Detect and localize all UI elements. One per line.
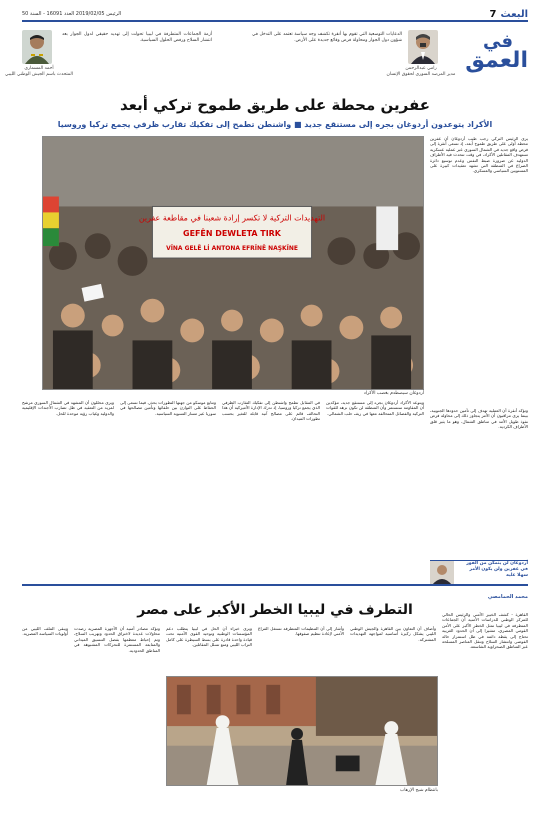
teaser-1: الدعايات التوسعية التي تقوم بها أنقرة تكشف وجه سياسة تعتمد على التدخل في شؤون دول الجوار ومحاولة فرض وقائع جديدة على الأرض.	[252, 32, 402, 43]
article1-headline: عفرين محطة على طريق طموح تركي أبعد	[120, 96, 430, 114]
article1-pull-quote	[430, 560, 528, 580]
article1-column-1: وتؤكد أنقرة أن العملية تهدف إلى تأمين حدودها الجنوبية، بينما يرى مراقبون أن الأمر يتجاوز ذلك إلى محاولة فرض نفوذ طويل الأمد في مناطق الشمال، وهو ما يثير قلق الأطراف الكردية.	[430, 408, 528, 430]
page-number: 7	[489, 8, 497, 20]
pull-quote-portrait	[430, 561, 454, 585]
article2-column-3: وأشار إلى أن التنظيمات المتطرفة تستغل الفراغ الأمني لإعادة تنظيم صفوفها.	[258, 626, 344, 637]
article1-photo-caption: أردوغان سيصطدم بغضب الأكراد	[363, 391, 424, 396]
masthead-left	[490, 9, 528, 20]
section-logo-line2: العمق	[465, 48, 528, 73]
article2-column-6: ويبقى الملف الليبي من أولويات السياسة المصرية.	[22, 626, 68, 637]
author-caption-1	[386, 66, 456, 78]
article2-column-5: وتؤكد مصادر أمنية أن الأجهزة المصرية رصدت محاولات عديدة لاختراق الحدود وتهريب السلاح، وتم إحباط معظمها بفضل التنسيق الميداني والمتابعة المستمرة للتحركات المشبوهة في المناطق الحدودية.	[74, 626, 160, 653]
article1-subhead: الأكراد يتوعدون أردوغان بجره إلى مستنقع جديد ■ واشنطن تطمح إلى تفكيك تقارب ظرفي يجمع تركيا وروسيا	[57, 120, 493, 129]
article1-column-5: ويرى محللون أن المشهد في الشمال السوري مرشح لمزيد من التعقيد في ظل تضارب الأجندات الإقليمية والدولية وغياب رؤية موحدة للحل.	[22, 400, 114, 416]
article2-author: محمد الحمامصي	[487, 594, 528, 600]
page-header	[4, 28, 528, 92]
section-logo	[465, 31, 528, 73]
author-caption-2	[4, 66, 74, 78]
pull-quote-text: أردوغان لن يتمكن من الفوز في عفرين ولن يكون الأمر سهلا عليه	[466, 561, 528, 578]
author-name-1: رامي عبدالرحمن	[405, 66, 437, 71]
paper-name: البعث	[500, 8, 528, 20]
article1-column-3: في المقابل تطمح واشنطن إلى تفكيك التقارب الظرفي الذي يجمع تركيا وروسيا، إذ تدرك الإدارة الأميركية أن هذا التحالف قائم على مصالح آنية قابلة للتغير بحسب تطورات الميدان.	[222, 400, 320, 422]
author-name-2: أحمد المسماري	[24, 66, 54, 71]
article1-column-top: يرى الرئيس التركي رجب طيب أردوغان أن عفرين محطة أولى على طريق طموح أبعد، إذ تسعى أنقرة إلى فرض واقع جديد في الشمال السوري عبر عملية عسكرية تستهدف المقاتلين الأكراد، في وقت تتحدث فيه الأطراف الدولية عن ضرورة ضبط النفس وعدم توسيع دائرة الصراع في المنطقة التي تشهد تعقيدات كبيرة على المستويين السياسي والعسكري.	[430, 136, 528, 174]
article2-photo	[166, 676, 438, 786]
author-title-2: المتحدث باسم الجيش الوطني الليبي	[4, 72, 74, 77]
banner-kurdish-text-1: GEFÊN DEWLETA TIRK	[183, 229, 281, 239]
author-portrait-2	[22, 30, 52, 64]
issue-line: الرئيس 2019/02/05 العدد 16091 - السنة 50	[22, 11, 122, 17]
author-portrait-1	[408, 30, 438, 64]
article2-headline: التطرف في ليبيا الخطر الأكبر على مصر	[137, 602, 413, 618]
masthead-bar	[22, 8, 528, 22]
article1-column-4: وتتابع موسكو من جهتها التطورات بحذر، فيما تسعى إلى الحفاظ على التوازن بين حلفائها وتأمين مصالحها في سوريا عبر مسار التسوية السياسية.	[120, 400, 216, 416]
article2-photo-caption: بانتظام شبح الإرهاب	[400, 788, 438, 793]
article1-photo	[42, 136, 424, 390]
banner-kurdish-text-2: VÎNA GELÊ Lİ ANTONA EFRÎNÊ NAŞKÎNE	[166, 245, 298, 253]
newspaper-page	[4, 8, 528, 808]
teaser-2: أزمة الجماعات المتطرفة في ليبيا تحولت إلى تهديد حقيقي لدول الجوار بعد انتشار السلاح ورفض الحلول السياسية.	[62, 32, 212, 43]
section-logo-line1: في	[483, 31, 513, 52]
banner-arabic-text: التهديدات التركية لا تكسر إرادة شعبنا في مقاطعة عفرين	[138, 213, 326, 223]
article2-column-4: ويرى خبراء أن الحل في ليبيا يتطلب دعم المؤسسات الوطنية وتوحيد القوى الأمنية تحت قيادة واحدة قادرة على بسط السيطرة على كامل التراب الليبي ومنع تسلل المقاتلين.	[166, 626, 252, 648]
author-title-1: مدير المرصد السوري لحقوق الإنسان	[386, 72, 456, 77]
article1-column-2: ويتوعد الأكراد أردوغان بجره إلى مستنقع جديد، مؤكدين أن المقاومة ستستمر وأن المنطقة لن تكون نزهة للقوات التركية والفصائل المتحالفة معها في ريف حلب الشمالي.	[326, 400, 424, 416]
article-divider	[22, 584, 528, 586]
article2-column-2: وأضاف أن التعاون بين القاهرة والجيش الوطني الليبي يشكل ركيزة أساسية لمواجهة التهديدات المشتركة.	[350, 626, 436, 642]
article2-column-1: القاهرة - كشف الخبير الأمني والرئيس الحالي للمركز الوطني للدراسات الأمنية أن الجماعات المتطرفة في ليبيا تمثل الخطر الأكبر على الأمن القومي المصري، مشيرا إلى أن الحدود الغربية تحتاج إلى يقظة دائمة في ظل استمرار حالة الفوضى وانتشار السلاح وتنقل العناصر المسلحة عبر المناطق الصحراوية الشاسعة.	[442, 612, 528, 650]
